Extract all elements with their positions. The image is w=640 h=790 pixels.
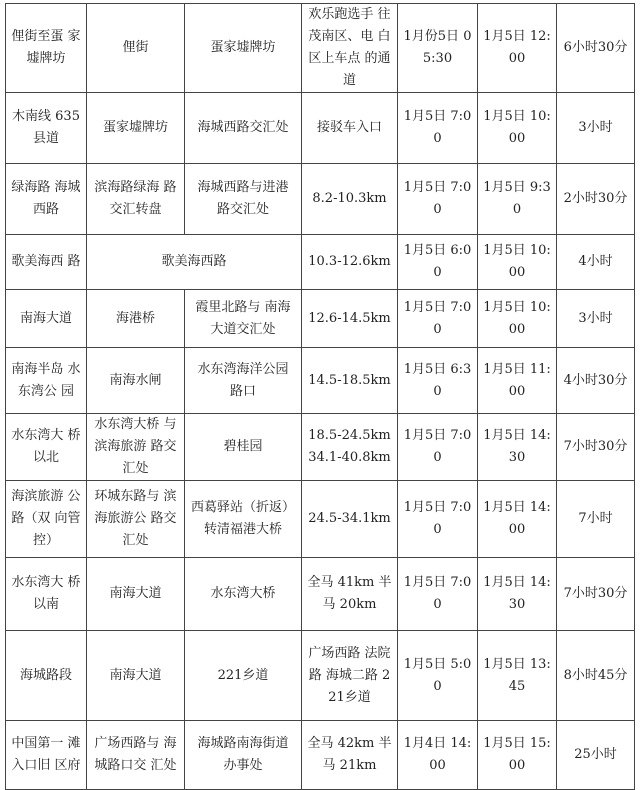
table-row <box>6 348 635 414</box>
to-cell: 海城路南海街道 办事处 <box>185 721 302 790</box>
start-cell: 1月5日 7:00 <box>398 93 478 164</box>
section-cell: 海滨旅游 公路（双 向管控） <box>6 481 87 558</box>
start-cell: 1月5日 6:00 <box>398 235 478 290</box>
end-cell: 1月5日 10:00 <box>478 290 557 348</box>
start-cell: 1月份5日 05:30 <box>398 4 478 93</box>
table-row <box>6 481 635 558</box>
section-cell: 俚街至蛋 家墟牌坊 <box>6 4 87 93</box>
to-cell: 蛋家墟牌坊 <box>185 4 302 93</box>
end-cell: 1月5日 10:00 <box>478 235 557 290</box>
table-row <box>6 558 635 631</box>
from-cell: 南海大道 <box>87 558 185 631</box>
end-cell: 1月5日 9:30 <box>478 164 557 235</box>
duration-cell: 2小时30分 <box>557 164 635 235</box>
start-cell: 1月5日 7:00 <box>398 414 478 481</box>
duration-cell: 3小时 <box>557 290 635 348</box>
duration-cell: 4小时30分 <box>557 348 635 414</box>
from-to-cell: 歌美海西路 <box>87 235 302 290</box>
range-cell: 欢乐跑选手 往茂南区、电 白区上车点 的通道 <box>302 4 398 93</box>
table-row <box>6 290 635 348</box>
duration-cell: 7小时 <box>557 481 635 558</box>
from-cell: 环城东路与 滨海旅游公 路交汇处 <box>87 481 185 558</box>
to-cell: 221乡道 <box>185 631 302 721</box>
duration-cell: 25小时 <box>557 721 635 790</box>
to-cell: 西葛驿站（折返） 转清福港大桥 <box>185 481 302 558</box>
duration-cell: 7小时30分 <box>557 414 635 481</box>
table-row <box>6 164 635 235</box>
section-cell: 南海半岛 水东湾公 园 <box>6 348 87 414</box>
end-cell: 1月5日 15:00 <box>478 721 557 790</box>
to-cell: 水东湾海洋公园 路口 <box>185 348 302 414</box>
to-cell: 霞里北路与 南海大道交汇处 <box>185 290 302 348</box>
table-row <box>6 4 635 93</box>
to-cell: 海城西路交汇处 <box>185 93 302 164</box>
section-cell: 水东湾大 桥以北 <box>6 414 87 481</box>
section-cell: 海城路段 <box>6 631 87 721</box>
end-cell: 1月5日 13:45 <box>478 631 557 721</box>
from-cell: 广场西路与 海城路口交 汇处 <box>87 721 185 790</box>
table-row <box>6 631 635 721</box>
end-cell: 1月5日 14:00 <box>478 481 557 558</box>
from-cell: 蛋家墟牌坊 <box>87 93 185 164</box>
start-cell: 1月4日 14:00 <box>398 721 478 790</box>
table-row <box>6 721 635 790</box>
range-cell: 24.5-34.1km <box>302 481 398 558</box>
range-cell: 全马 41km 半马 20km <box>302 558 398 631</box>
end-cell: 1月5日 10:00 <box>478 93 557 164</box>
table-row <box>6 235 635 290</box>
start-cell: 1月5日 7:00 <box>398 481 478 558</box>
section-cell: 水东湾大 桥以南 <box>6 558 87 631</box>
road-closure-table <box>5 3 635 790</box>
to-cell: 水东湾大桥 <box>185 558 302 631</box>
from-cell: 南海大道 <box>87 631 185 721</box>
from-cell: 南海水闸 <box>87 348 185 414</box>
from-cell: 海港桥 <box>87 290 185 348</box>
range-cell: 18.5-24.5km 34.1-40.8km <box>302 414 398 481</box>
duration-cell: 6小时30分 <box>557 4 635 93</box>
section-cell: 中国第一 滩入口旧 区府 <box>6 721 87 790</box>
table-row <box>6 93 635 164</box>
range-cell: 全马 42km 半马 21km <box>302 721 398 790</box>
start-cell: 1月5日 7:00 <box>398 290 478 348</box>
range-cell: 接驳车入口 <box>302 93 398 164</box>
end-cell: 1月5日 11:00 <box>478 348 557 414</box>
section-cell: 歌美海西 路 <box>6 235 87 290</box>
from-cell: 水东湾大桥 与滨海旅游 路交汇处 <box>87 414 185 481</box>
range-cell: 8.2-10.3km <box>302 164 398 235</box>
from-cell: 滨海路绿海 路交汇转盘 <box>87 164 185 235</box>
table-row <box>6 414 635 481</box>
section-cell: 木南线 635县道 <box>6 93 87 164</box>
end-cell: 1月5日 12:00 <box>478 4 557 93</box>
end-cell: 1月5日 14:30 <box>478 414 557 481</box>
end-cell: 1月5日 14:30 <box>478 558 557 631</box>
section-cell: 南海大道 <box>6 290 87 348</box>
start-cell: 1月5日 5:00 <box>398 631 478 721</box>
to-cell: 海城西路与进港 路交汇处 <box>185 164 302 235</box>
range-cell: 12.6-14.5km <box>302 290 398 348</box>
duration-cell: 3小时 <box>557 93 635 164</box>
duration-cell: 8小时45分 <box>557 631 635 721</box>
section-cell: 绿海路 海城西路 <box>6 164 87 235</box>
start-cell: 1月5日 6:30 <box>398 348 478 414</box>
duration-cell: 7小时30分 <box>557 558 635 631</box>
start-cell: 1月5日 7:00 <box>398 164 478 235</box>
range-cell: 广场西路 法院路 海城二路 221乡道 <box>302 631 398 721</box>
to-cell: 碧桂园 <box>185 414 302 481</box>
from-cell: 俚街 <box>87 4 185 93</box>
start-cell: 1月5日 7:00 <box>398 558 478 631</box>
range-cell: 14.5-18.5km <box>302 348 398 414</box>
duration-cell: 4小时 <box>557 235 635 290</box>
range-cell: 10.3-12.6km <box>302 235 398 290</box>
